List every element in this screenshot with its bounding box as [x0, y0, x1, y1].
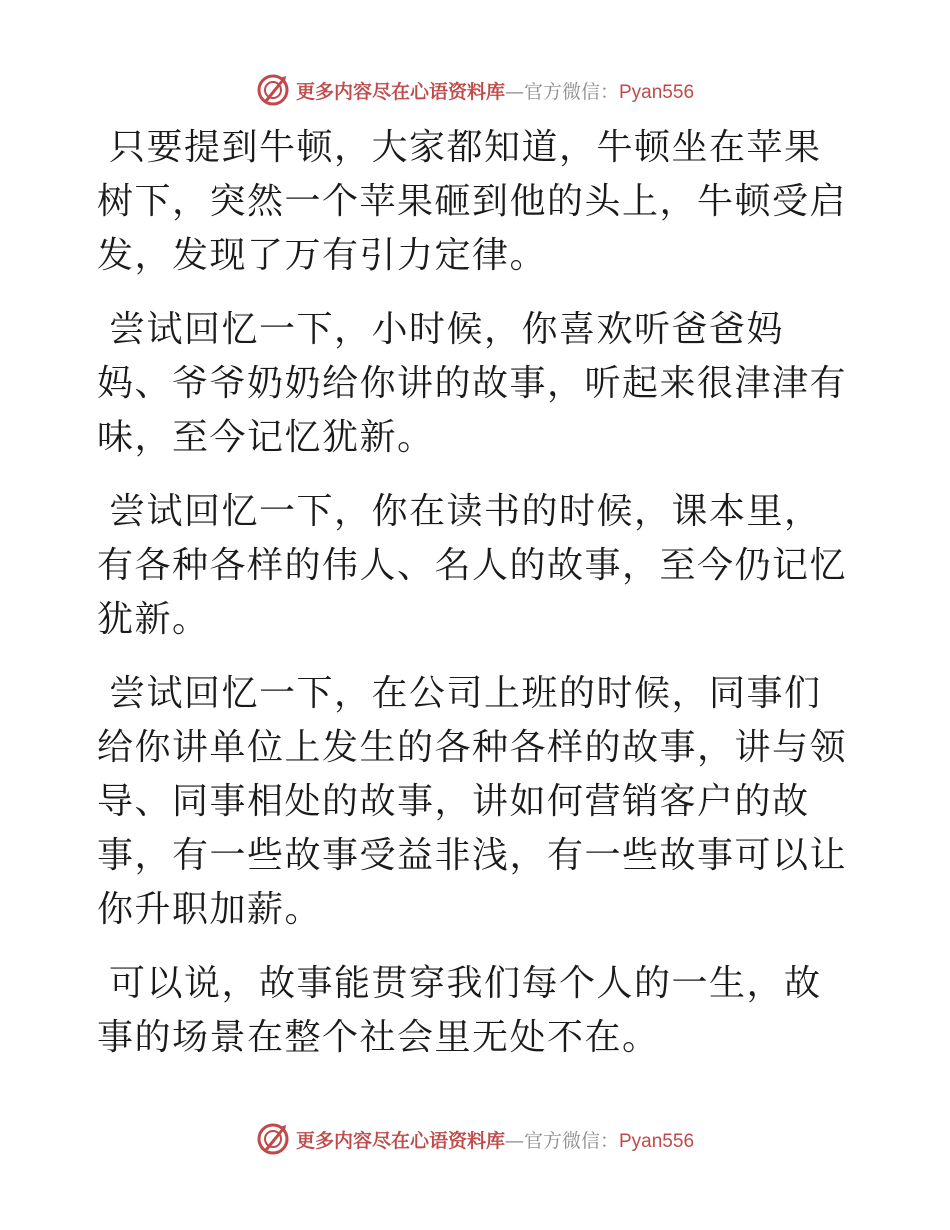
paragraph: 尝试回忆一下，你在读书的时候，课本里，有各种各样的伟人、名人的故事，至今仍记忆犹新。	[97, 491, 848, 640]
watermark-text: 更多内容尽在心语资料库—官方微信：Pyan556	[295, 1129, 695, 1152]
header-watermark	[0, 70, 950, 110]
footer-watermark	[0, 1119, 950, 1159]
quill-logo-icon	[256, 73, 290, 107]
document-body	[97, 121, 857, 1085]
paragraph: 可以说，故事能贯穿我们每个人的一生，故事的场景在整个社会里无处不在。	[97, 963, 822, 1058]
paragraph: 只要提到牛顿，大家都知道，牛顿坐在苹果树下，突然一个苹果砸到他的头上，牛顿受启发，发现了万有引力定律。	[97, 127, 848, 276]
paragraph: 尝试回忆一下，小时候，你喜欢听爸爸妈妈、爷爷奶奶给你讲的故事，听起来很津津有味，至今记忆犹新。	[97, 309, 848, 458]
paragraph: 尝试回忆一下，在公司上班的时候，同事们给你讲单位上发生的各种各样的故事，讲与领导、同事相处的故事，讲如何营销客户的故事，有一些故事受益非浅，有一些故事可以让你升职加薪。	[97, 673, 848, 930]
watermark-text: 更多内容尽在心语资料库—官方微信：Pyan556	[295, 80, 695, 103]
quill-logo-icon	[256, 1122, 290, 1156]
